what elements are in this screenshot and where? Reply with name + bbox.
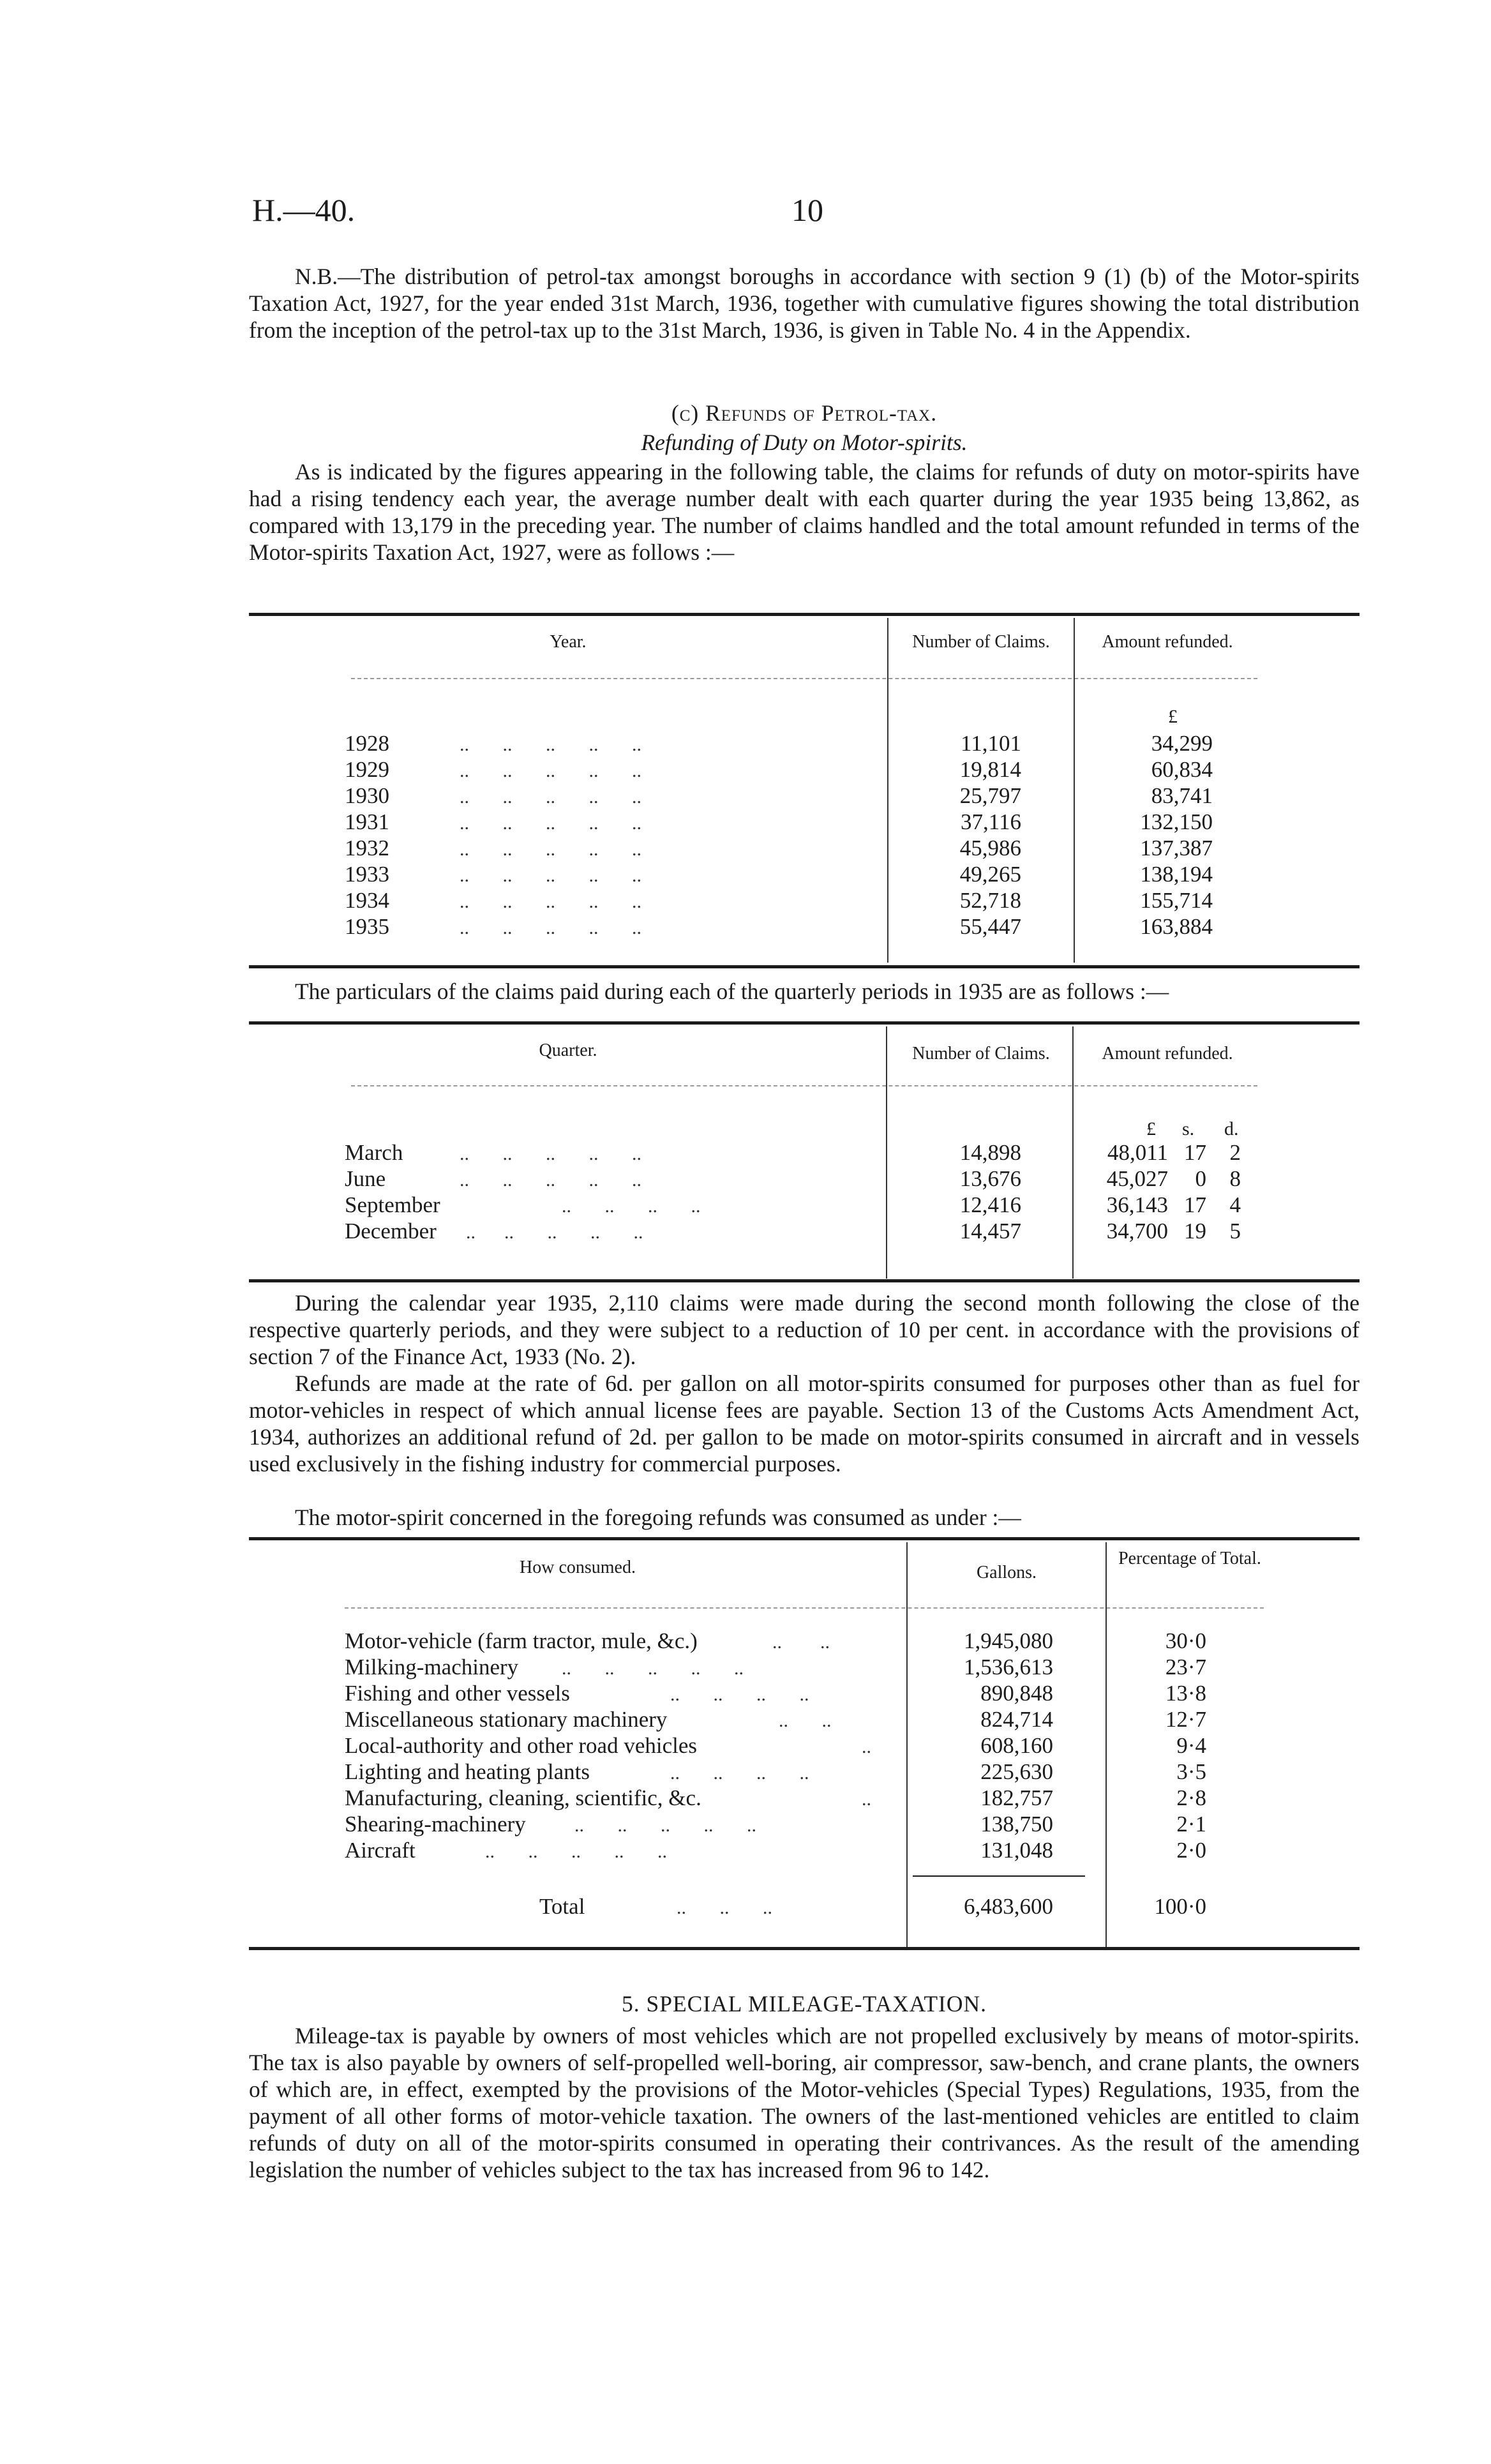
table-consumption-header-percentage: Percentage of Total. [1118, 1549, 1261, 1568]
table-row-label: Motor-vehicle (farm tractor, mule, &c.) [345, 1628, 698, 1653]
table-cell-percentage: 3·5 [1176, 1759, 1206, 1784]
table-cell-shillings: 19 [1184, 1219, 1206, 1243]
table-cell-gallons: 138,750 [980, 1812, 1053, 1837]
table-row-label: Lighting and heating plants [345, 1759, 590, 1784]
table-row-year: 1934 [345, 888, 389, 913]
section-c-intro: As is indicated by the figures appearing in the following table, the claims for refunds of duty on motor-spirits have had a rising tendency each year, the average number dealt with each quarter during the year 1935 being 13,862, as compared with 13,179 in the preceding year. The number of claims handled and the total amount refunded in terms of the Motor-spirits Taxation Act, 1927, were as follows :— [249, 459, 1360, 565]
table-years-divider-1 [887, 618, 888, 963]
table-cell-percentage: 30·0 [1165, 1628, 1206, 1653]
table-row-label: Shearing-machinery [345, 1812, 526, 1837]
table-consumption-divider-1 [906, 1542, 908, 1948]
table-cell-amount: 34,299 [1151, 731, 1213, 756]
nb-paragraph: N.B.—The distribution of petrol-tax amongst boroughs in accordance with section 9 (1) (b) of the Motor-spirits Taxation Act, 1927, for the year ended 31st March, 1936, together with cumulative figures showing the total distribution from the inception of the petrol-tax up to the 31st March, 1936, is given in Table No. 4 in the Appendix. [249, 264, 1360, 343]
table-years-unit: £ [1168, 706, 1178, 727]
table-quarters-header-quarter: Quarter. [539, 1040, 597, 1060]
leader-dots: .. .. .. .. .. [460, 734, 641, 755]
table-cell-pence: 2 [1229, 1140, 1241, 1165]
table-cell-claims: 12,416 [959, 1192, 1021, 1217]
leader-dots: .. .. .. .. .. [562, 1658, 744, 1679]
table-row-year: 1933 [345, 862, 389, 887]
table-cell-claims: 49,265 [959, 862, 1021, 887]
table-quarters-header-rule [351, 1085, 1257, 1086]
table-cell-claims: 45,986 [959, 836, 1021, 860]
table-quarters-header-amount: Amount refunded. [1102, 1044, 1233, 1063]
table-quarters-unit-pounds: £ [1146, 1118, 1156, 1139]
leader-dots: .. [862, 1736, 871, 1757]
table-row-quarter: June [345, 1166, 386, 1191]
leader-dots: .. .. [779, 1710, 832, 1731]
table-years-header-amount: Amount refunded. [1102, 632, 1233, 652]
table-cell-amount: 83,741 [1151, 783, 1213, 808]
table-row-quarter: March [345, 1140, 403, 1165]
para-consumed: The motor-spirit concerned in the foregoing refunds was consumed as under :— [295, 1505, 1021, 1530]
para-refund-rate: Refunds are made at the rate of 6d. per gallon on all motor-spirits consumed for purposes other than as fuel for motor-vehicles in respect of which annual license fees are payable. Section 13 of the Customs Acts Amendment Act, 1934, authorizes an additional refund of 2d. per gallon to be made on motor-spirits consumed in aircraft and in vessels used exclusively in the fishing industry for commercial purposes. [249, 1371, 1360, 1476]
table-cell-shillings: 17 [1184, 1192, 1206, 1217]
table-cell-percentage: 2·1 [1176, 1812, 1206, 1837]
leader-dots: .. .. .. .. [670, 1762, 809, 1784]
leader-dots: .. .. .. .. .. [460, 786, 641, 808]
leader-dots: .. .. .. .. .. [460, 813, 641, 834]
table-cell-pounds: 34,700 [1106, 1219, 1168, 1243]
leader-dots: .. .. [772, 1632, 830, 1653]
table-years-bottom-rule [249, 965, 1360, 968]
table-cell-amount: 137,387 [1140, 836, 1213, 860]
table-cell-claims: 37,116 [961, 809, 1021, 834]
table-row-label: Local-authority and other road vehicles [345, 1733, 698, 1758]
leader-dots: .. .. .. .. .. [466, 1222, 643, 1243]
table-row-year: 1931 [345, 809, 389, 834]
table-cell-percentage: 13·8 [1165, 1681, 1206, 1706]
table-cell-gallons: 890,848 [980, 1681, 1053, 1706]
total-rule-gallons [913, 1875, 1085, 1877]
quarterly-intro: The particulars of the claims paid during each of the quarterly periods in 1935 are as follows :— [295, 979, 1169, 1004]
table-quarters-top-rule [249, 1021, 1360, 1025]
leader-dots: .. .. .. .. .. [460, 839, 641, 860]
table-cell-claims: 19,814 [959, 757, 1021, 782]
table-row-year: 1935 [345, 914, 389, 939]
table-quarters-divider-2 [1072, 1026, 1074, 1279]
table-row-quarter: December [345, 1219, 437, 1243]
table-cell-pounds: 36,143 [1106, 1192, 1168, 1217]
table-years-header-rule [351, 678, 1257, 679]
leader-dots: .. .. .. .. .. [460, 865, 641, 886]
para-calendar-year: During the calendar year 1935, 2,110 claims were made during the second month following the close of the respective quarterly periods, and they were subject to a reduction of 10 per cent. in accordance with the provisions of section 7 of the Finance Act, 1933 (No. 2). [249, 1290, 1360, 1369]
table-cell-percentage: 2·0 [1176, 1838, 1206, 1863]
table-cell-shillings: 17 [1184, 1140, 1206, 1165]
leader-dots: .. .. .. .. .. [460, 891, 641, 912]
leader-dots: .. .. .. .. [562, 1196, 701, 1217]
table-cell-shillings: 0 [1195, 1166, 1206, 1191]
table-cell-pence: 4 [1229, 1192, 1241, 1217]
table-cell-claims: 14,898 [959, 1140, 1021, 1165]
table-cell-claims: 52,718 [959, 888, 1021, 913]
table-cell-gallons: 1,536,613 [964, 1655, 1053, 1679]
table-quarters-unit-pence: d. [1224, 1118, 1239, 1139]
table-consumption-header-gallons: Gallons. [976, 1563, 1037, 1582]
table-cell-gallons: 1,945,080 [964, 1628, 1053, 1653]
table-total-percentage: 100·0 [1154, 1894, 1206, 1919]
table-row-label: Fishing and other vessels [345, 1681, 570, 1706]
table-quarters-divider-1 [886, 1026, 887, 1279]
table-row-label: Miscellaneous stationary machinery [345, 1707, 668, 1732]
leader-dots: .. .. .. .. .. [460, 917, 641, 938]
table-cell-percentage: 9·4 [1176, 1733, 1206, 1758]
table-row-quarter: September [345, 1192, 440, 1217]
table-row-year: 1928 [345, 731, 389, 756]
table-cell-pence: 5 [1229, 1219, 1241, 1243]
table-row-year: 1932 [345, 836, 389, 860]
table-cell-gallons: 225,630 [980, 1759, 1053, 1784]
section-c-subheading: Refunding of Duty on Motor-spirits. [641, 430, 968, 455]
table-cell-percentage: 2·8 [1176, 1785, 1206, 1810]
table-cell-amount: 132,150 [1140, 809, 1213, 834]
table-cell-amount: 138,194 [1140, 862, 1213, 887]
table-years-divider-2 [1074, 618, 1075, 963]
table-cell-claims: 14,457 [959, 1219, 1021, 1243]
table-years-top-rule [249, 613, 1360, 616]
table-cell-amount: 60,834 [1151, 757, 1213, 782]
leader-dots: .. .. .. .. .. [485, 1841, 667, 1862]
leader-dots: .. .. .. .. .. [460, 1143, 641, 1164]
table-quarters-bottom-rule [249, 1279, 1360, 1282]
table-consumption-header-rule [345, 1607, 1264, 1609]
table-cell-pounds: 48,011 [1107, 1140, 1168, 1165]
table-cell-amount: 155,714 [1140, 888, 1213, 913]
table-consumption-divider-2 [1105, 1542, 1107, 1948]
table-cell-claims: 13,676 [959, 1166, 1021, 1191]
table-row-label: Manufacturing, cleaning, scientific, &c. [345, 1785, 701, 1810]
leader-dots: .. .. .. .. .. [574, 1815, 756, 1836]
table-cell-percentage: 12·7 [1165, 1707, 1206, 1732]
leader-dots: .. .. .. .. .. [460, 1169, 641, 1191]
table-total-gallons: 6,483,600 [964, 1894, 1053, 1919]
table-cell-gallons: 608,160 [980, 1733, 1053, 1758]
section-c-heading: (c) Refunds of Petrol-tax. [671, 400, 938, 426]
table-consumption-bottom-rule [249, 1947, 1360, 1950]
table-row-label: Aircraft [345, 1838, 416, 1863]
table-years-header-year: Year. [550, 632, 587, 652]
page-number: 10 [791, 192, 823, 228]
table-quarters-header-claims: Number of Claims. [912, 1044, 1050, 1063]
table-quarters-unit-shillings: s. [1182, 1118, 1195, 1139]
table-cell-amount: 163,884 [1140, 914, 1213, 939]
leader-dots: .. .. .. [677, 1897, 772, 1918]
table-row-label: Milking-machinery [345, 1655, 519, 1679]
table-cell-claims: 11,101 [961, 731, 1021, 756]
table-consumption-header-how: How consumed. [520, 1558, 636, 1577]
table-cell-pounds: 45,027 [1106, 1166, 1168, 1191]
table-consumption-top-rule [249, 1537, 1360, 1540]
table-cell-claims: 25,797 [959, 783, 1021, 808]
table-total-label: Total [539, 1894, 585, 1919]
leader-dots: .. [862, 1789, 871, 1810]
table-row-year: 1930 [345, 783, 389, 808]
leader-dots: .. .. .. .. [670, 1684, 809, 1705]
table-cell-claims: 55,447 [959, 914, 1021, 939]
table-row-year: 1929 [345, 757, 389, 782]
table-cell-gallons: 131,048 [980, 1838, 1053, 1863]
table-cell-gallons: 824,714 [980, 1707, 1053, 1732]
table-cell-pence: 8 [1229, 1166, 1241, 1191]
table-cell-gallons: 182,757 [980, 1785, 1053, 1810]
document-reference: H.—40. [252, 192, 356, 228]
section-5-heading: 5. SPECIAL MILEAGE-TAXATION. [621, 1991, 987, 2017]
leader-dots: .. .. .. .. .. [460, 760, 641, 781]
table-years-header-claims: Number of Claims. [912, 632, 1050, 652]
section-5-body: Mileage-tax is payable by owners of most vehicles which are not propelled exclusively by means of motor-spirits. The tax is also payable by owners of self-propelled well-boring, air compressor, saw-bench, and crane plants, the owners of which are, in effect, exempted by the provisions of the Motor-vehicles (Special Types) Regulations, 1935, from the payment of all other forms of motor-vehicle taxation. The owners of the last-mentioned vehicles are entitled to claim refunds of duty on all of the motor-spirits consumed in operating their contrivances. As the result of the amending legislation the number of vehicles subject to the tax has increased from 96 to 142. [249, 2023, 1360, 2182]
table-cell-percentage: 23·7 [1165, 1655, 1206, 1679]
